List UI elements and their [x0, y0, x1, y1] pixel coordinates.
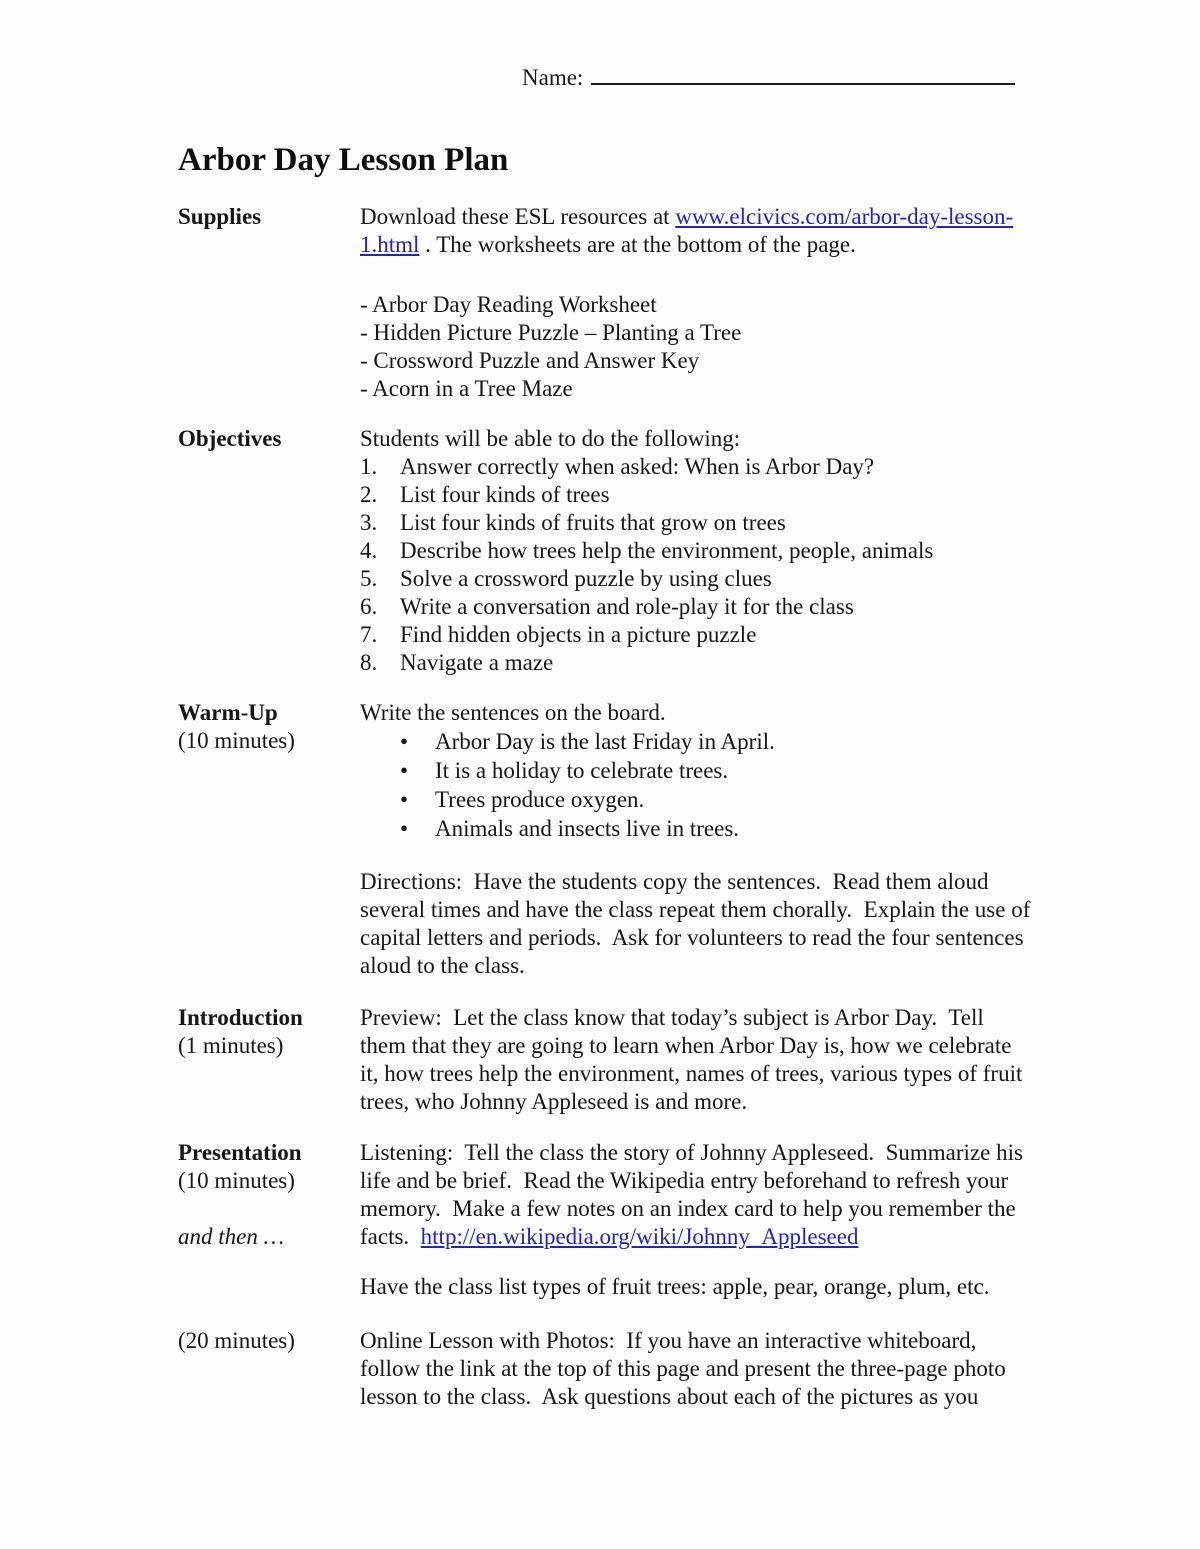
online-lesson-duration: (20 minutes): [178, 1328, 295, 1353]
objective-text: Solve a crossword puzzle by using clues: [400, 566, 772, 591]
objective-text: List four kinds of fruits that grow on trees: [400, 510, 786, 535]
bullet-item: [360, 814, 1032, 843]
introduction-content: [360, 1004, 1032, 1116]
objective-number: 4.: [360, 538, 378, 563]
bullet-item: [360, 727, 1032, 756]
objectives-intro: Students will be able to do the following:: [360, 426, 741, 451]
presentation-text-before-link: Listening: Tell the class the story of Johnny Appleseed. Summarize his life and be brief. Read the Wikipedia entry beforehand to refresh your memory. Make a few notes on an index card to help you remember the facts.: [360, 1140, 1029, 1249]
objective-number: 6.: [360, 594, 378, 619]
bullet-item: [360, 785, 1032, 814]
warm-up-bullet-list: [360, 727, 1032, 843]
objective-number: 8.: [360, 650, 378, 675]
supplies-label-column: [178, 203, 360, 231]
supplies-label: Supplies: [178, 204, 262, 229]
list-item: - Acorn in a Tree Maze: [360, 376, 573, 401]
supplies-intro-paragraph: [360, 203, 1032, 259]
online-lesson-label-column: [178, 1327, 360, 1355]
objective-item: [360, 453, 1032, 481]
online-lesson-paragraph: Online Lesson with Photos: If you have an interactive whiteboard, follow the link at the top of this page and present the three-page photo lesson to the class. Ask questions about each of the pictures as you: [360, 1328, 1012, 1409]
objective-number: 5.: [360, 566, 378, 591]
supplies-intro-text-before: Download these ESL resources at: [360, 204, 676, 229]
warm-up-intro: Write the sentences on the board.: [360, 700, 666, 725]
objectives-label-column: [178, 425, 360, 453]
objective-item: [360, 565, 1032, 593]
warm-up-directions: Directions: Have the students copy the sentences. Read them aloud several times and have the class repeat them chorally. Explain the use of capital letters and periods. Ask for volunteers to read the four sentences aloud to the class.: [360, 869, 1037, 978]
section-presentation: [178, 1139, 1032, 1301]
wikipedia-johnny-appleseed-link[interactable]: http://en.wikipedia.org/wiki/Johnny_Appleseed: [420, 1224, 859, 1249]
objective-number: 7.: [360, 622, 378, 647]
objectives-label: Objectives: [178, 426, 282, 451]
bullet-item: [360, 756, 1032, 785]
objective-text: Find hidden objects in a picture puzzle: [400, 622, 757, 647]
bullet-text: It is a holiday to celebrate trees.: [435, 758, 729, 783]
introduction-label: Introduction: [178, 1005, 303, 1030]
introduction-paragraph: Preview: Let the class know that today’s subject is Arbor Day. Tell them that they are going to learn when Arbor Day is, how we celebrate it, how trees help the environment, names of trees, various types of fruit trees, who Johnny Appleseed is and more.: [360, 1005, 1029, 1114]
presentation-label-column: [178, 1139, 360, 1251]
introduction-duration: (1 minutes): [178, 1033, 284, 1058]
bullet-icon: •: [400, 758, 409, 783]
presentation-label: Presentation: [178, 1140, 302, 1165]
objective-number: 1.: [360, 454, 378, 479]
bullet-text: Animals and insects live in trees.: [435, 816, 740, 841]
warm-up-label: Warm-Up: [178, 700, 278, 725]
name-row: [522, 61, 1032, 95]
bullet-text: Arbor Day is the last Friday in April.: [435, 729, 775, 754]
objective-text: Describe how trees help the environment, people, animals: [400, 538, 934, 563]
list-item: - Hidden Picture Puzzle – Planting a Tree: [360, 320, 742, 345]
supplies-list: [360, 291, 1032, 403]
name-blank-line: [591, 61, 1015, 85]
objective-item: [360, 481, 1032, 509]
objective-item: [360, 537, 1032, 565]
objective-item: [360, 509, 1032, 537]
objectives-list: [360, 453, 1032, 677]
objective-item: [360, 621, 1032, 649]
objective-text: Navigate a maze: [400, 650, 554, 675]
supplies-intro-text-after: . The worksheets are at the bottom of the page.: [419, 232, 856, 257]
objective-text: Answer correctly when asked: When is Arbor Day?: [400, 454, 875, 479]
section-supplies: [178, 203, 1032, 403]
list-item: - Arbor Day Reading Worksheet: [360, 292, 657, 317]
page-title: Arbor Day Lesson Plan: [178, 142, 509, 178]
presentation-paragraph: [360, 1139, 1032, 1251]
introduction-label-column: [178, 1004, 360, 1060]
objective-number: 2.: [360, 482, 378, 507]
warm-up-duration: (10 minutes): [178, 728, 295, 753]
warm-up-label-column: [178, 699, 360, 755]
objective-text: Write a conversation and role-play it for the class: [400, 594, 854, 619]
elcivics-arbor-day-link[interactable]: www.elcivics.com/arbor-day-lesson-1.html: [360, 204, 1014, 257]
objective-number: 3.: [360, 510, 378, 535]
section-introduction: [178, 1004, 1032, 1116]
bullet-icon: •: [400, 787, 409, 812]
objective-item: [360, 649, 1032, 677]
warm-up-content: [360, 699, 1037, 980]
list-item: - Crossword Puzzle and Answer Key: [360, 348, 700, 373]
section-online-lesson: [178, 1327, 1032, 1411]
online-lesson-content: [360, 1327, 1032, 1411]
objective-item: [360, 593, 1032, 621]
presentation-and-then-note: and then …: [178, 1224, 285, 1249]
bullet-text: Trees produce oxygen.: [435, 787, 645, 812]
name-label: Name:: [522, 65, 584, 90]
presentation-duration: (10 minutes): [178, 1168, 295, 1193]
supplies-content: [360, 203, 1032, 403]
presentation-content: [360, 1139, 1032, 1301]
bullet-icon: •: [400, 816, 409, 841]
presentation-followup: Have the class list types of fruit trees: apple, pear, orange, plum, etc.: [360, 1274, 990, 1299]
bullet-icon: •: [400, 729, 409, 754]
section-objectives: [178, 425, 1032, 677]
objective-text: List four kinds of trees: [400, 482, 610, 507]
section-warm-up: [178, 699, 1037, 980]
objectives-content: [360, 425, 1032, 677]
